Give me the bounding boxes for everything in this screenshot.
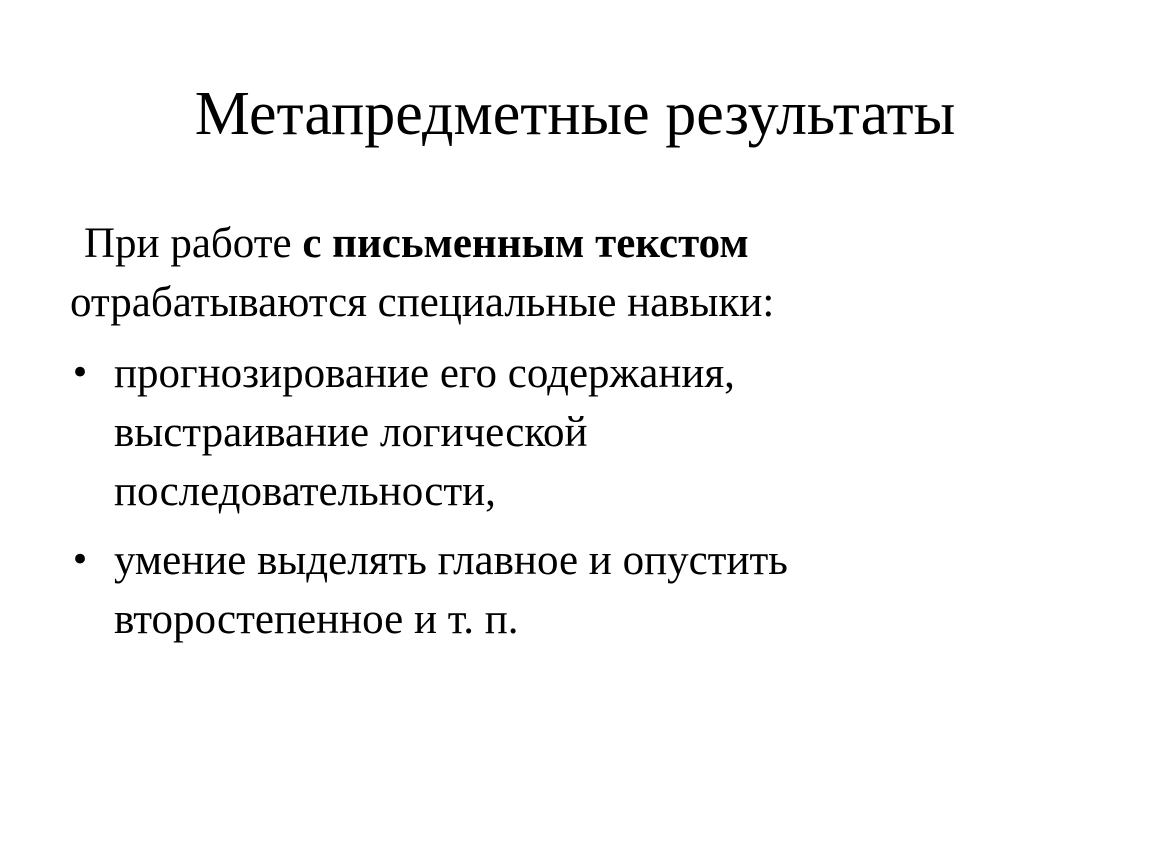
bullet-icon: • — [70, 540, 91, 580]
bullet-line: прогнозирование его содержания, — [114, 350, 735, 397]
intro-rest-text: отрабатываются специальные навыки: — [70, 279, 775, 326]
bullet-icon: • — [70, 353, 91, 393]
bullet-list — [70, 344, 1090, 649]
bullet-line: последовательности, — [114, 468, 496, 515]
bullet-item-2 — [70, 531, 1090, 649]
bullet-line: второстепенное и т. п. — [114, 596, 519, 643]
intro-bold-text: с письменным текстом — [302, 220, 749, 267]
bullet-line: выстраивание логической — [114, 409, 588, 456]
intro-paragraph — [70, 214, 1090, 332]
slide-body — [70, 214, 1090, 659]
bullet-line: умение выделять главное и опустить — [114, 537, 788, 584]
slide-title: Метапредметные результаты — [194, 80, 956, 148]
bullet-item-1 — [70, 344, 1090, 521]
intro-plain-text: При работе — [84, 220, 303, 267]
